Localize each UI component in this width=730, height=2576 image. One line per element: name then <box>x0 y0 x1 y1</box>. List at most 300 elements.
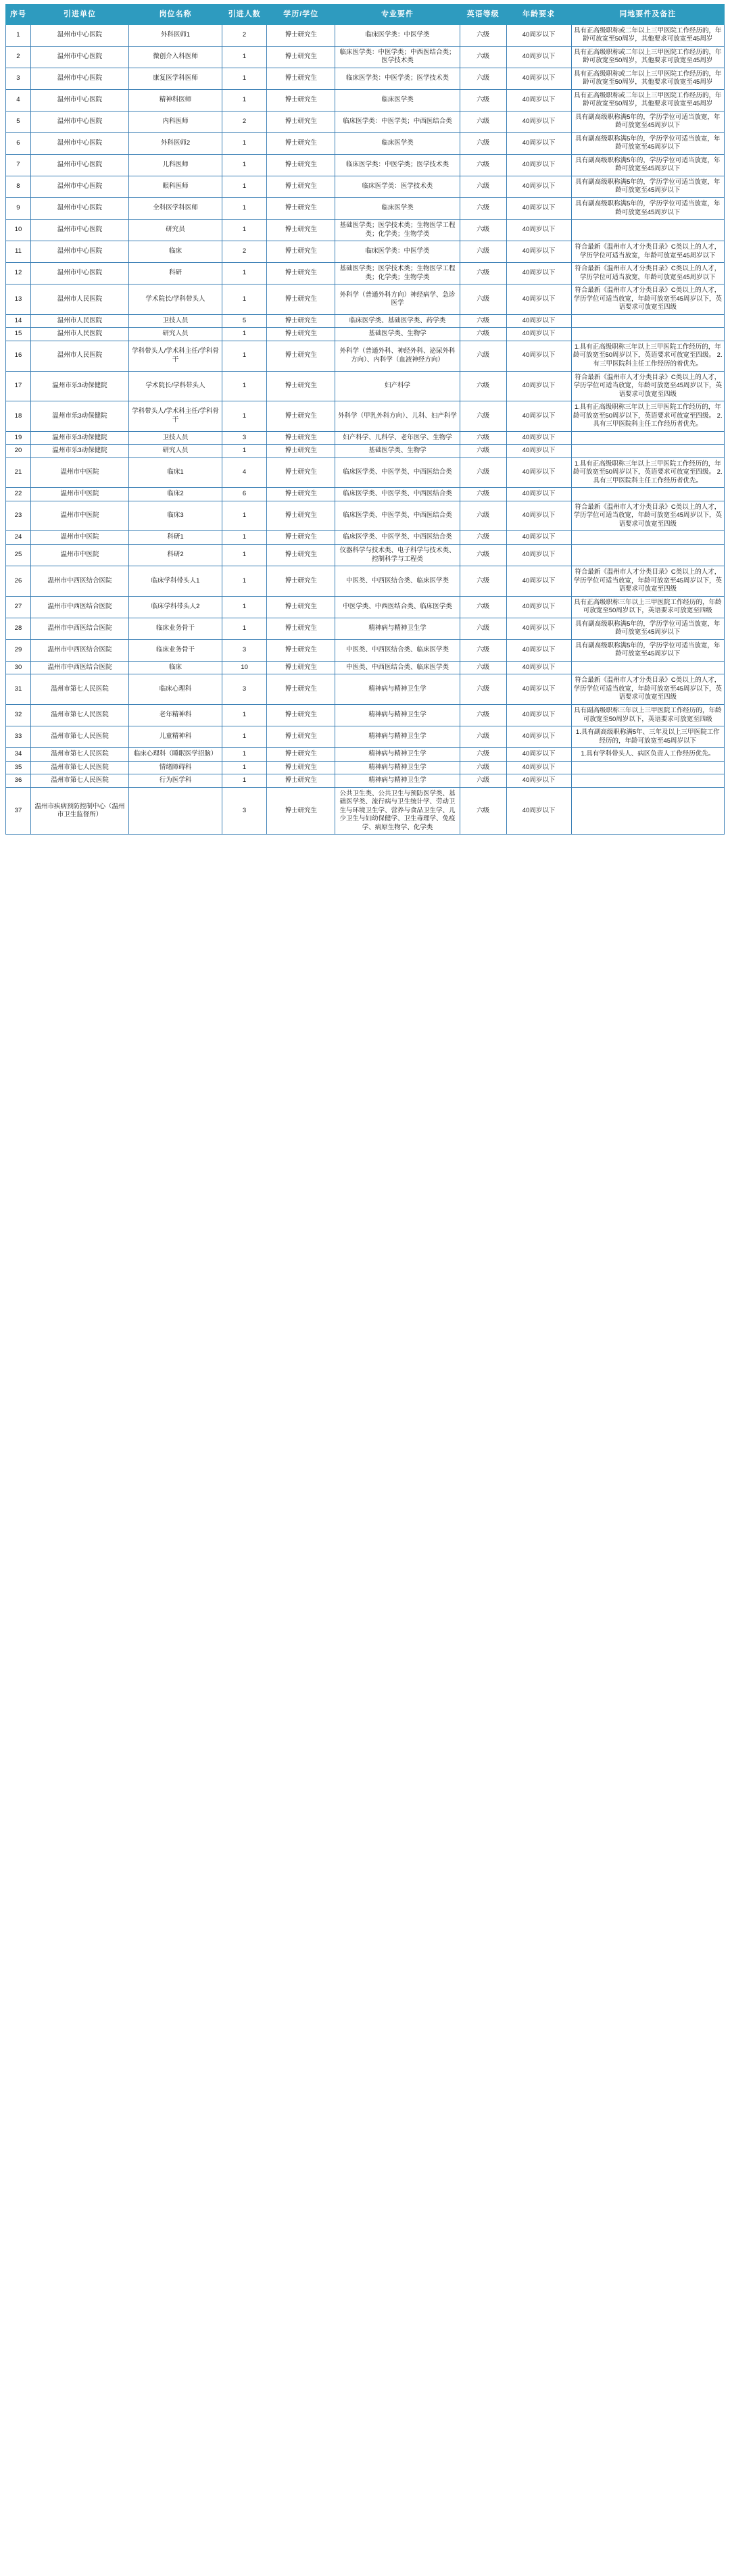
cell-english: 六级 <box>460 176 506 197</box>
cell-age: 40周岁以下 <box>506 341 571 371</box>
cell-note <box>571 531 724 545</box>
cell-count: 6 <box>222 488 266 501</box>
cell-english: 六级 <box>460 341 506 371</box>
cell-english: 六级 <box>460 284 506 315</box>
cell-post: 临床 <box>129 241 222 263</box>
cell-degree: 博士研究生 <box>267 132 335 154</box>
cell-degree: 博士研究生 <box>267 726 335 748</box>
cell-age: 40周岁以下 <box>506 661 571 674</box>
cell-english: 六级 <box>460 674 506 705</box>
table-row <box>6 501 725 531</box>
cell-count: 1 <box>222 618 266 639</box>
cell-note <box>571 220 724 241</box>
cell-count: 1 <box>222 176 266 197</box>
cell-post: 临床3 <box>129 501 222 531</box>
cell-unit: 温州市中西医结合医院 <box>30 639 128 661</box>
cell-index: 24 <box>6 531 31 545</box>
cell-note: 具有副高级职称满5年的，学历学位可适当放宽，年龄可放宽至45周岁以下 <box>571 111 724 132</box>
column-header-index: 序号 <box>6 5 31 25</box>
cell-major: 临床医学类、中医学类、中西医结合类 <box>335 457 460 488</box>
cell-major: 临床医学类 <box>335 198 460 220</box>
cell-english: 六级 <box>460 639 506 661</box>
cell-major: 临床医学类 <box>335 89 460 111</box>
cell-index: 37 <box>6 787 31 835</box>
cell-degree: 博士研究生 <box>267 68 335 89</box>
cell-note: 符合最新《温州市人才分类目录》C类以上的人才，学历学位可适当放宽，年龄可放宽至45周岁以下，英语要求可放宽至四级 <box>571 501 724 531</box>
cell-count: 4 <box>222 457 266 488</box>
cell-age: 40周岁以下 <box>506 545 571 566</box>
cell-note <box>571 328 724 341</box>
cell-index: 6 <box>6 132 31 154</box>
cell-degree: 博士研究生 <box>267 89 335 111</box>
cell-index: 7 <box>6 154 31 176</box>
cell-degree: 博士研究生 <box>267 154 335 176</box>
cell-unit: 温州市第七人民医院 <box>30 726 128 748</box>
cell-major: 精神病与精神卫生学 <box>335 618 460 639</box>
cell-major: 外科学（普通外科方向）神经病学、急诊医学 <box>335 284 460 315</box>
cell-note <box>571 774 724 788</box>
cell-note <box>571 314 724 328</box>
cell-unit: 温州市乐3动保健院 <box>30 431 128 445</box>
cell-major: 临床医学类、中医学类、中西医结合类 <box>335 531 460 545</box>
cell-note <box>571 488 724 501</box>
cell-degree: 博士研究生 <box>267 566 335 597</box>
cell-degree: 博士研究生 <box>267 445 335 458</box>
cell-count: 1 <box>222 132 266 154</box>
cell-major: 仪器科学与技术类、电子科学与技术类、控制科学与工程类 <box>335 545 460 566</box>
cell-degree: 博士研究生 <box>267 263 335 284</box>
cell-note: 符合最新《温州市人才分类目录》C类以上的人才，学历学位可适当放宽，年龄可放宽至45周岁以下，英语要求可放宽至四级 <box>571 674 724 705</box>
cell-note <box>571 661 724 674</box>
cell-major: 精神病与精神卫生学 <box>335 774 460 788</box>
cell-english: 六级 <box>460 531 506 545</box>
cell-count: 1 <box>222 761 266 774</box>
cell-english: 六级 <box>460 111 506 132</box>
cell-english: 六级 <box>460 545 506 566</box>
cell-major: 临床医学类 <box>335 132 460 154</box>
cell-major: 临床医学类、中医学类、中西医结合类 <box>335 501 460 531</box>
column-header-english: 英语等级 <box>460 5 506 25</box>
cell-degree: 博士研究生 <box>267 401 335 432</box>
cell-index: 10 <box>6 220 31 241</box>
cell-post: 儿科医师 <box>129 154 222 176</box>
table-row <box>6 132 725 154</box>
cell-age: 40周岁以下 <box>506 263 571 284</box>
cell-degree: 博士研究生 <box>267 774 335 788</box>
cell-count: 1 <box>222 545 266 566</box>
column-header-unit: 引进单位 <box>30 5 128 25</box>
cell-note: 符合最新《温州市人才分类目录》C类以上的人才，学历学位可适当放宽，年龄可放宽至45周岁以下，英语要求可放宽至四级 <box>571 371 724 401</box>
cell-index: 20 <box>6 445 31 458</box>
cell-age: 40周岁以下 <box>506 68 571 89</box>
cell-english: 六级 <box>460 132 506 154</box>
cell-post: 科研2 <box>129 545 222 566</box>
cell-count: 1 <box>222 89 266 111</box>
cell-english: 六级 <box>460 89 506 111</box>
cell-count: 1 <box>222 328 266 341</box>
cell-age: 40周岁以下 <box>506 726 571 748</box>
cell-degree: 博士研究生 <box>267 501 335 531</box>
cell-english: 六级 <box>460 761 506 774</box>
cell-major: 精神病与精神卫生学 <box>335 674 460 705</box>
cell-age: 40周岁以下 <box>506 618 571 639</box>
cell-unit: 温州市第七人民医院 <box>30 761 128 774</box>
cell-note: 1.具有正高级职称三年以上三甲医院工作经历的，年龄可放宽至50周岁以下，英语要求可放宽至四级。 2.有三甲医院科主任工作经历的着优先。 <box>571 341 724 371</box>
cell-count: 1 <box>222 68 266 89</box>
cell-age: 40周岁以下 <box>506 704 571 726</box>
cell-degree: 博士研究生 <box>267 431 335 445</box>
cell-index: 14 <box>6 314 31 328</box>
cell-age: 40周岁以下 <box>506 488 571 501</box>
cell-unit: 温州市中心医院 <box>30 46 128 68</box>
cell-note: 符合最新《温州市人才分类目录》C类以上的人才，学历学位可适当放宽，年龄可放宽至45周岁以下，英语要求可放宽至四级 <box>571 284 724 315</box>
cell-age: 40周岁以下 <box>506 774 571 788</box>
cell-post: 研究人员 <box>129 445 222 458</box>
cell-degree: 博士研究生 <box>267 531 335 545</box>
column-header-note: 同地要件及备注 <box>571 5 724 25</box>
cell-major: 外科学（普通外科、神经外科、泌尿外科方向）、内科学（血液神经方向） <box>335 341 460 371</box>
cell-degree: 博士研究生 <box>267 111 335 132</box>
cell-english: 六级 <box>460 704 506 726</box>
column-header-major: 专业要件 <box>335 5 460 25</box>
cell-index: 22 <box>6 488 31 501</box>
cell-major: 临床医学类：医学技术类 <box>335 176 460 197</box>
cell-index: 3 <box>6 68 31 89</box>
recruitment-table <box>5 4 725 835</box>
cell-index: 16 <box>6 341 31 371</box>
cell-index: 23 <box>6 501 31 531</box>
cell-count: 1 <box>222 220 266 241</box>
cell-english: 六级 <box>460 488 506 501</box>
cell-count: 1 <box>222 726 266 748</box>
cell-unit: 温州市中心医院 <box>30 220 128 241</box>
cell-english: 六级 <box>460 661 506 674</box>
cell-unit: 温州市人民医院 <box>30 341 128 371</box>
column-header-degree: 学历/学位 <box>267 5 335 25</box>
cell-degree: 博士研究生 <box>267 761 335 774</box>
cell-major: 临床医学类：中医学类 <box>335 24 460 46</box>
cell-note: 1.具有正高级职称三年以上三甲医院工作经历的，年龄可放宽至50周岁以下，英语要求可放宽至四级。 2.具有三甲医院科主任工作经历者优先。 <box>571 457 724 488</box>
cell-age: 40周岁以下 <box>506 89 571 111</box>
cell-post: 科研 <box>129 263 222 284</box>
cell-note: 具有正高级职称或二年以上三甲医院工作经历的，年龄可放宽至50周岁，其他要求可放宽至45周岁 <box>571 89 724 111</box>
cell-index: 26 <box>6 566 31 597</box>
table-row <box>6 176 725 197</box>
cell-post: 临床 <box>129 661 222 674</box>
cell-count: 3 <box>222 674 266 705</box>
table-row <box>6 674 725 705</box>
cell-post: 科研1 <box>129 531 222 545</box>
table-row <box>6 401 725 432</box>
cell-degree: 博士研究生 <box>267 704 335 726</box>
cell-note: 具有副高级职称三年以上三甲医院工作经历的，年龄可放宽至50周岁以下，英语要求可放宽至四级 <box>571 704 724 726</box>
cell-unit: 温州市中医院 <box>30 501 128 531</box>
cell-degree: 博士研究生 <box>267 596 335 618</box>
cell-english: 六级 <box>460 774 506 788</box>
cell-age: 40周岁以下 <box>506 639 571 661</box>
cell-major: 基础医学类；医学技术类；生物医学工程类；化学类；生物学类 <box>335 263 460 284</box>
cell-degree: 博士研究生 <box>267 488 335 501</box>
cell-age: 40周岁以下 <box>506 748 571 762</box>
cell-count: 1 <box>222 566 266 597</box>
cell-degree: 博士研究生 <box>267 639 335 661</box>
cell-age: 40周岁以下 <box>506 431 571 445</box>
cell-major: 外科学（甲乳外科方向）、儿科、妇产科学 <box>335 401 460 432</box>
cell-english: 六级 <box>460 726 506 748</box>
table-row <box>6 618 725 639</box>
cell-degree: 博士研究生 <box>267 24 335 46</box>
cell-post: 临床心理科（睡眠医学招脑） <box>129 748 222 762</box>
cell-note: 符合最新《温州市人才分类目录》C类以上的人才，学历学位可适当放宽，年龄可放宽至45周岁以下 <box>571 241 724 263</box>
table-row <box>6 761 725 774</box>
cell-english: 六级 <box>460 431 506 445</box>
table-row <box>6 661 725 674</box>
table-row <box>6 445 725 458</box>
cell-unit: 温州市第七人民医院 <box>30 704 128 726</box>
cell-major: 临床医学类、基础医学类、药学类 <box>335 314 460 328</box>
cell-major: 临床医学类：中医学类；医学技术类 <box>335 68 460 89</box>
cell-degree: 博士研究生 <box>267 674 335 705</box>
cell-major: 临床医学类：中医学类 <box>335 241 460 263</box>
cell-post: 精神科医师 <box>129 89 222 111</box>
cell-unit: 温州市第七人民医院 <box>30 774 128 788</box>
cell-degree: 博士研究生 <box>267 314 335 328</box>
document-page <box>0 0 730 835</box>
table-row <box>6 457 725 488</box>
cell-english: 六级 <box>460 445 506 458</box>
cell-major: 中医类、中西医结合类、临床医学类 <box>335 661 460 674</box>
cell-count: 5 <box>222 314 266 328</box>
cell-index: 1 <box>6 24 31 46</box>
cell-post: 情绪障碍科 <box>129 761 222 774</box>
cell-degree: 博士研究生 <box>267 457 335 488</box>
cell-count: 1 <box>222 263 266 284</box>
cell-degree: 博士研究生 <box>267 46 335 68</box>
table-row <box>6 24 725 46</box>
table-row <box>6 111 725 132</box>
column-header-age: 年龄要求 <box>506 5 571 25</box>
table-row <box>6 341 725 371</box>
cell-count: 1 <box>222 371 266 401</box>
table-row <box>6 488 725 501</box>
cell-major: 临床医学类：中医学类；中西医结合类；医学技术类 <box>335 46 460 68</box>
cell-post: 微创介入科医师 <box>129 46 222 68</box>
cell-index: 29 <box>6 639 31 661</box>
cell-age: 40周岁以下 <box>506 445 571 458</box>
cell-index: 21 <box>6 457 31 488</box>
cell-note: 具有副高级职称满5年的，学历学位可适当放宽，年龄可放宽至45周岁以下 <box>571 198 724 220</box>
table-row <box>6 531 725 545</box>
table-row <box>6 704 725 726</box>
cell-english: 六级 <box>460 68 506 89</box>
cell-degree: 博士研究生 <box>267 284 335 315</box>
cell-count: 3 <box>222 639 266 661</box>
cell-post: 全科医学科医师 <box>129 198 222 220</box>
cell-count: 1 <box>222 445 266 458</box>
cell-english: 六级 <box>460 241 506 263</box>
cell-english: 六级 <box>460 566 506 597</box>
cell-count: 1 <box>222 774 266 788</box>
cell-degree: 博士研究生 <box>267 787 335 835</box>
cell-age: 40周岁以下 <box>506 787 571 835</box>
cell-count: 1 <box>222 501 266 531</box>
cell-age: 40周岁以下 <box>506 314 571 328</box>
cell-english: 六级 <box>460 787 506 835</box>
cell-note: 具有正高级职称或二年以上三甲医院工作经历的，年龄可放宽至50周岁，其他要求可放宽至45周岁 <box>571 24 724 46</box>
table-row <box>6 46 725 68</box>
cell-post: 内科医师 <box>129 111 222 132</box>
cell-unit: 温州市乐3动保健院 <box>30 445 128 458</box>
table-row <box>6 726 725 748</box>
cell-english: 六级 <box>460 198 506 220</box>
cell-index: 9 <box>6 198 31 220</box>
cell-unit: 温州市人民医院 <box>30 284 128 315</box>
cell-major: 精神病与精神卫生学 <box>335 704 460 726</box>
cell-age: 40周岁以下 <box>506 566 571 597</box>
cell-index: 15 <box>6 328 31 341</box>
cell-unit: 温州市中心医院 <box>30 263 128 284</box>
table-row <box>6 154 725 176</box>
cell-count: 1 <box>222 284 266 315</box>
cell-major: 基础医学类、生物学 <box>335 445 460 458</box>
cell-count: 1 <box>222 531 266 545</box>
cell-index: 11 <box>6 241 31 263</box>
cell-post: 卫技人员 <box>129 431 222 445</box>
cell-note <box>571 761 724 774</box>
cell-age: 40周岁以下 <box>506 531 571 545</box>
cell-unit: 温州市中医院 <box>30 531 128 545</box>
cell-count: 3 <box>222 787 266 835</box>
cell-degree: 博士研究生 <box>267 341 335 371</box>
table-row <box>6 68 725 89</box>
cell-post: 临床业务骨干 <box>129 618 222 639</box>
cell-major: 临床医学类：中医学类；中西医结合类 <box>335 111 460 132</box>
cell-age: 40周岁以下 <box>506 241 571 263</box>
cell-english: 六级 <box>460 220 506 241</box>
cell-english: 六级 <box>460 457 506 488</box>
cell-note: 1.具有正高级职称三年以上三甲医院工作经历的，年龄可放宽至50周岁以下，英语要求可放宽至四级。 2.具有三甲医院科主任工作经历者优先。 <box>571 401 724 432</box>
cell-count: 2 <box>222 241 266 263</box>
cell-note: 符合最新《温州市人才分类目录》C类以上的人才，学历学位可适当放宽，年龄可放宽至45周岁以下 <box>571 263 724 284</box>
cell-post: 外科医师1 <box>129 24 222 46</box>
cell-english: 六级 <box>460 24 506 46</box>
cell-age: 40周岁以下 <box>506 328 571 341</box>
table-row <box>6 639 725 661</box>
cell-post: 眼科医师 <box>129 176 222 197</box>
cell-post: 临床1 <box>129 457 222 488</box>
cell-note <box>571 445 724 458</box>
cell-unit: 温州市人民医院 <box>30 314 128 328</box>
table-row <box>6 328 725 341</box>
table-header-row <box>6 5 725 25</box>
cell-unit: 温州市中心医院 <box>30 154 128 176</box>
table-row <box>6 89 725 111</box>
cell-english: 六级 <box>460 314 506 328</box>
column-header-post: 岗位名称 <box>129 5 222 25</box>
cell-post: 学科带头人/学术科主任/学科骨干 <box>129 341 222 371</box>
cell-index: 28 <box>6 618 31 639</box>
cell-index: 35 <box>6 761 31 774</box>
cell-unit: 温州市人民医院 <box>30 328 128 341</box>
cell-major: 中医类、中西医结合类、临床医学类 <box>335 566 460 597</box>
cell-count: 1 <box>222 154 266 176</box>
cell-unit: 温州市中心医院 <box>30 132 128 154</box>
cell-note: 具有副高级职称满5年的，学历学位可适当放宽，年龄可放宽至45周岁以下 <box>571 639 724 661</box>
cell-degree: 博士研究生 <box>267 661 335 674</box>
cell-post: 临床2 <box>129 488 222 501</box>
cell-english: 六级 <box>460 371 506 401</box>
table-row <box>6 566 725 597</box>
cell-unit: 温州市中西医结合医院 <box>30 566 128 597</box>
cell-degree: 博士研究生 <box>267 545 335 566</box>
cell-major: 公共卫生类、公共卫生与预防医学类、基础医学类、流行病与卫生统计学、劳动卫生与环境卫生学、营养与食品卫生学、儿少卫生与妇幼保健学、卫生毒理学、免疫学、病原生物学、化学类 <box>335 787 460 835</box>
cell-post: 卫技人员 <box>129 314 222 328</box>
cell-english: 六级 <box>460 263 506 284</box>
cell-post: 研究员 <box>129 220 222 241</box>
cell-count: 10 <box>222 661 266 674</box>
cell-unit: 温州市乐3动保健院 <box>30 371 128 401</box>
cell-degree: 博士研究生 <box>267 748 335 762</box>
table-row <box>6 774 725 788</box>
table-row <box>6 284 725 315</box>
cell-major: 临床医学类：中医学类；医学技术类 <box>335 154 460 176</box>
cell-age: 40周岁以下 <box>506 132 571 154</box>
cell-note <box>571 545 724 566</box>
cell-english: 六级 <box>460 328 506 341</box>
cell-unit: 温州市疾病预防控制中心（温州市卫生监督所） <box>30 787 128 835</box>
cell-age: 40周岁以下 <box>506 176 571 197</box>
cell-note <box>571 787 724 835</box>
cell-post: 学术院长/学科带头人 <box>129 371 222 401</box>
table-row <box>6 263 725 284</box>
cell-unit: 温州市中心医院 <box>30 241 128 263</box>
table-row <box>6 748 725 762</box>
cell-index: 32 <box>6 704 31 726</box>
cell-note: 具有副高级职称满5年的，学历学位可适当放宽，年龄可放宽至45周岁以下 <box>571 132 724 154</box>
cell-count: 3 <box>222 431 266 445</box>
cell-english: 六级 <box>460 618 506 639</box>
cell-unit: 温州市中心医院 <box>30 198 128 220</box>
cell-unit: 温州市第七人民医院 <box>30 748 128 762</box>
cell-note: 具有正高级职称三年以上三甲医院工作经历的，年龄可放宽至50周岁以下，英语要求可放宽至四级 <box>571 596 724 618</box>
cell-unit: 温州市乐3动保健院 <box>30 401 128 432</box>
cell-major: 精神病与精神卫生学 <box>335 748 460 762</box>
cell-index: 25 <box>6 545 31 566</box>
cell-post: 临床心理科 <box>129 674 222 705</box>
cell-major: 妇产科学 <box>335 371 460 401</box>
cell-post: 儿童精神科 <box>129 726 222 748</box>
cell-english: 六级 <box>460 154 506 176</box>
cell-major: 基础医学类；医学技术类；生物医学工程类；化学类；生物学类 <box>335 220 460 241</box>
cell-english: 六级 <box>460 748 506 762</box>
cell-index: 4 <box>6 89 31 111</box>
column-header-count: 引进人数 <box>222 5 266 25</box>
cell-major: 妇产科学、儿科学、老年医学、生物学 <box>335 431 460 445</box>
cell-unit: 温州市中医院 <box>30 545 128 566</box>
cell-note <box>571 431 724 445</box>
cell-note: 符合最新《温州市人才分类目录》C类以上的人才，学历学位可适当放宽，年龄可放宽至45周岁以下，英语要求可放宽至四级 <box>571 566 724 597</box>
cell-count: 2 <box>222 111 266 132</box>
cell-major: 中医类、中西医结合类、临床医学类 <box>335 639 460 661</box>
table-row <box>6 241 725 263</box>
cell-post: 康复医学科医师 <box>129 68 222 89</box>
cell-degree: 博士研究生 <box>267 241 335 263</box>
cell-major: 中医学类、中西医结合类、临床医学类 <box>335 596 460 618</box>
cell-degree: 博士研究生 <box>267 220 335 241</box>
cell-note: 具有副高级职称满5年的，学历学位可适当放宽，年龄可放宽至45周岁以下 <box>571 618 724 639</box>
cell-major: 精神病与精神卫生学 <box>335 726 460 748</box>
cell-english: 六级 <box>460 46 506 68</box>
